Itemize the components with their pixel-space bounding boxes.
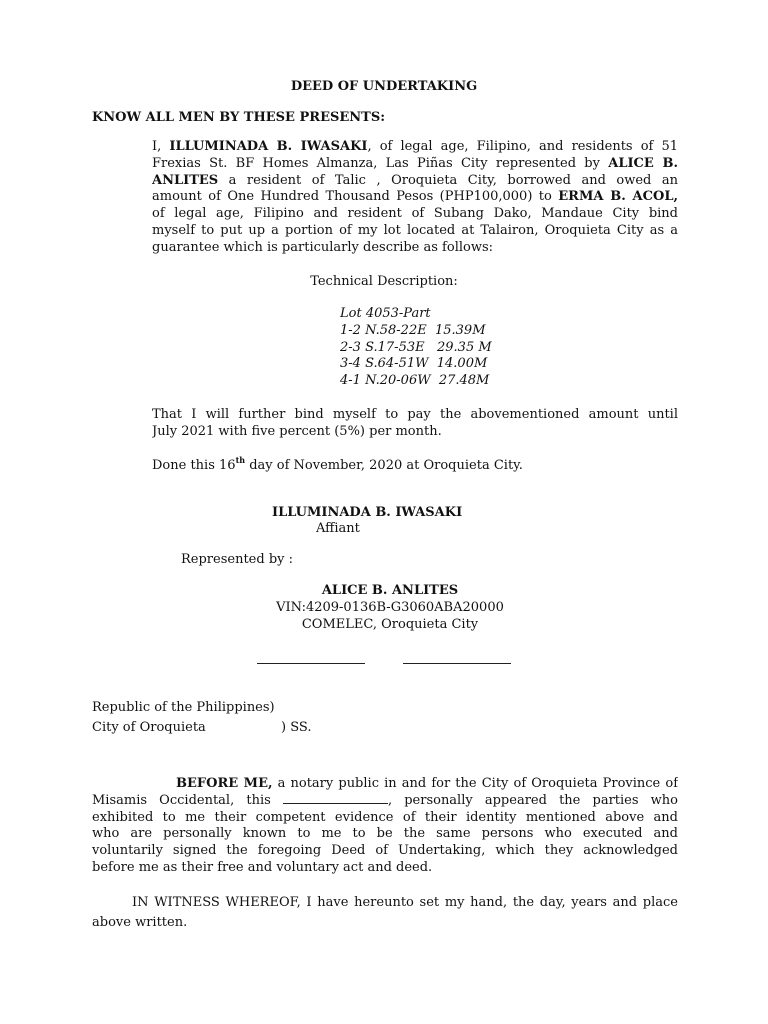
text-run: amount of One Hundred Thousand Pesos (PHP100,000) to (152, 189, 559, 205)
venue-ss: ) SS. (281, 720, 312, 735)
paragraph-line: before me as their free and voluntary act and deed. (92, 859, 433, 875)
paragraph-line: That I will further bind myself to pay the abovementioned amount until (152, 407, 678, 422)
text-run: a notary public in and for the City of Oroquieta Province of (272, 776, 678, 791)
affiant-role: Affiant (316, 521, 360, 536)
paragraph-line (152, 189, 678, 206)
paragraph-line: who are personally known to me to be the same persons who executed and (92, 826, 678, 842)
undertaking-paragraph (152, 139, 678, 257)
lot-number: Lot 4053-Part (340, 306, 431, 321)
bearing-line: 4-1 N.20-06W 27.48M (340, 373, 490, 389)
text-run: I, (152, 139, 170, 154)
representative-office: COMELEC, Oroquieta City (301, 617, 479, 632)
bearing-line: 1-2 N.58-22E 15.39M (340, 322, 486, 338)
paragraph-line: guarantee which is particularly describe as follows: (152, 239, 494, 255)
paragraph-line: voluntarily signed the foregoing Deed of Undertaking, which they acknowledged (92, 843, 678, 859)
know-all-men-heading: KNOW ALL MEN BY THESE PRESENTS: (92, 110, 386, 125)
paragraph-line (152, 139, 678, 156)
paragraph-line (152, 156, 678, 173)
representative-vin: VIN:4209-0136B-G3060ABA20000 (276, 600, 504, 615)
paragraph-line (92, 776, 678, 793)
paragraph-line: above written. (92, 915, 188, 930)
affiant-name-inline: ILLUMINADA B. IWASAKI (169, 139, 368, 154)
creditor-name-inline: ERMA B. ACOL, (558, 189, 678, 205)
text-run: Misamis Occidental, this (92, 792, 283, 808)
representative-name-inline: ANLITES (152, 172, 219, 188)
payment-paragraph (152, 407, 678, 441)
notary-paragraph (92, 776, 678, 877)
bearing-line: 2-3 S.17-53E 29.35 M (340, 339, 492, 355)
date-blank (283, 793, 388, 804)
paragraph-line: myself to put up a portion of my lot located at Talairon, Oroquieta City as a (152, 222, 678, 238)
representative-name-inline: ALICE B. (608, 155, 678, 171)
document-title: DEED OF UNDERTAKING (290, 79, 478, 94)
venue-city: City of Oroquieta (92, 720, 206, 735)
before-me-label: BEFORE ME, (176, 776, 273, 791)
text-run: , of legal age, Filipino, and residents of 51 (367, 139, 678, 154)
paragraph-line (152, 173, 678, 190)
signature-line (403, 663, 511, 664)
bearing-line: 3-4 S.64-51W 14.00M (340, 356, 488, 372)
text-run: , personally appeared the parties who (387, 792, 678, 808)
representative-name: ALICE B. ANLITES (321, 583, 459, 598)
paragraph-line (92, 793, 678, 810)
paragraph-line: July 2021 with five percent (5%) per month. (152, 423, 442, 439)
text-run: Frexias St. BF Homes Almanza, Las Piñas City represented by (152, 155, 609, 171)
lot-description (340, 306, 492, 390)
signature-line (257, 663, 365, 664)
affiant-name: ILLUMINADA B. IWASAKI (272, 505, 463, 520)
technical-description-heading: Technical Description: (310, 274, 458, 289)
text-run: day of November, 2020 at Oroquieta City. (245, 458, 523, 473)
execution-date-line (152, 455, 523, 473)
witness-paragraph (92, 893, 678, 933)
ordinal-suffix: th (235, 455, 246, 465)
paragraph-line: exhibited to me their competent evidence of their identity mentioned above and (92, 809, 678, 825)
text-run: a resident of Talic , Oroquieta City, borrowed and owed an (218, 172, 678, 188)
paragraph-line: of legal age, Filipino and resident of Subang Dako, Mandaue City bind (152, 206, 678, 222)
paragraph-line: IN WITNESS WHEREOF, I have hereunto set my hand, the day, years and place (132, 895, 678, 910)
text-run: Done this 16 (152, 458, 236, 473)
venue-republic: Republic of the Philippines) (92, 700, 275, 715)
represented-by-label: Represented by : (181, 552, 293, 567)
